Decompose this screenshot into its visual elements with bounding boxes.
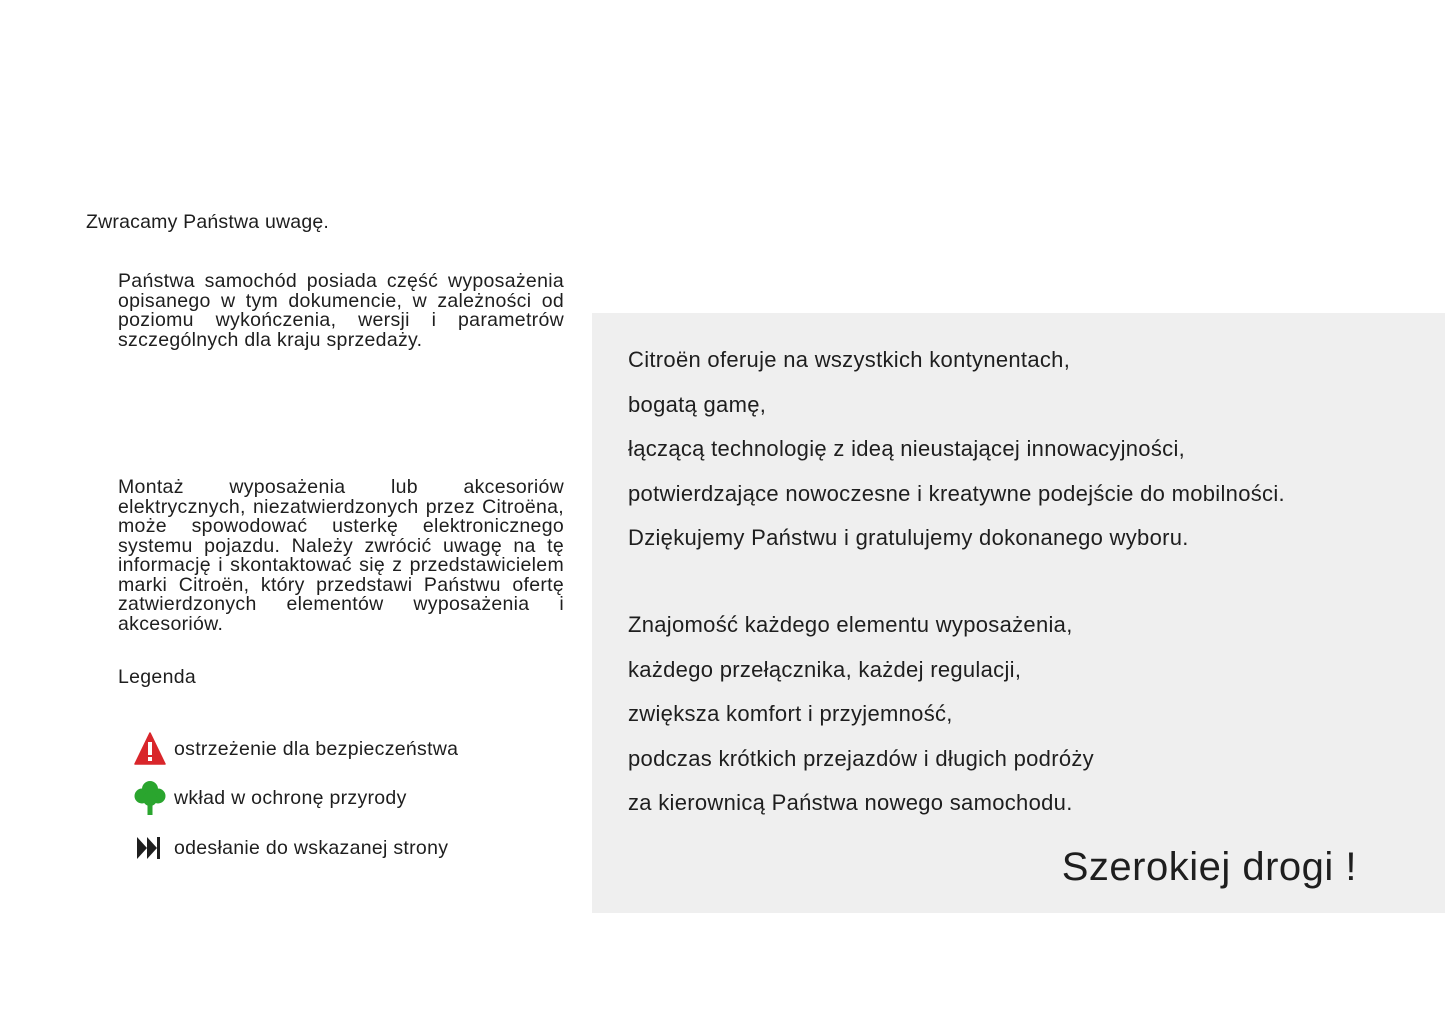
fast-forward-icon (134, 830, 168, 866)
panel-line: Znajomość każdego elementu wyposażenia, (628, 612, 1073, 637)
panel-line: Dziękujemy Państwu i gratulujemy dokonanego wyboru. (628, 525, 1189, 550)
legend-item-page-reference (134, 830, 448, 866)
panel-line: zwiększa komfort i przyjemność, (628, 701, 953, 726)
legend-item-label: wkład w ochronę przyrody (174, 786, 407, 809)
equipment-notice-paragraph: Państwa samochód posiada część wyposażenia opisanego w tym dokumencie, w zależności od poziomu wykończenia, wersji i parametrów szczególnych dla kraju sprzedaży. (118, 270, 564, 351)
panel-line: za kierownicą Państwa nowego samochodu. (628, 790, 1073, 815)
legend-item-label: ostrzeżenie dla bezpieczeństwa (174, 737, 459, 760)
warning-triangle-icon (134, 731, 168, 767)
panel-line: łączącą technologię z ideą nieustającej innowacyjności, (628, 436, 1186, 461)
legend-title: Legenda (118, 666, 197, 688)
legend-item-safety (134, 731, 458, 767)
page-heading: Zwracamy Państwa uwagę. (86, 211, 330, 233)
legend-item-environment (134, 780, 407, 816)
panel-line: potwierdzające nowoczesne i kreatywne podejście do mobilności. (628, 481, 1285, 506)
panel-line: bogatą gamę, (628, 392, 767, 417)
tree-icon (134, 780, 168, 816)
panel-line: podczas krótkich przejazdów i długich podróży (628, 746, 1094, 771)
closing-greeting: Szerokiej drogi ! (1061, 845, 1357, 889)
legend-item-label: odesłanie do wskazanej strony (174, 836, 449, 859)
welcome-panel (592, 313, 1445, 913)
panel-line: każdego przełącznika, każdej regulacji, (628, 657, 1022, 682)
accessories-warning-paragraph: Montaż wyposażenia lub akcesoriów elektrycznych, niezatwierdzonych przez Citroëna, może spowodować usterkę elektronicznego systemu pojazdu. Należy zwrócić uwagę na tę informację i skontaktować się z przedstawicielem marki Citroën, który przedstawi Państwu ofertę zatwierdzonych elementów wyposażenia i akcesoriów. (118, 476, 564, 635)
panel-line: Citroën oferuje na wszystkich kontynentach, (628, 347, 1071, 372)
